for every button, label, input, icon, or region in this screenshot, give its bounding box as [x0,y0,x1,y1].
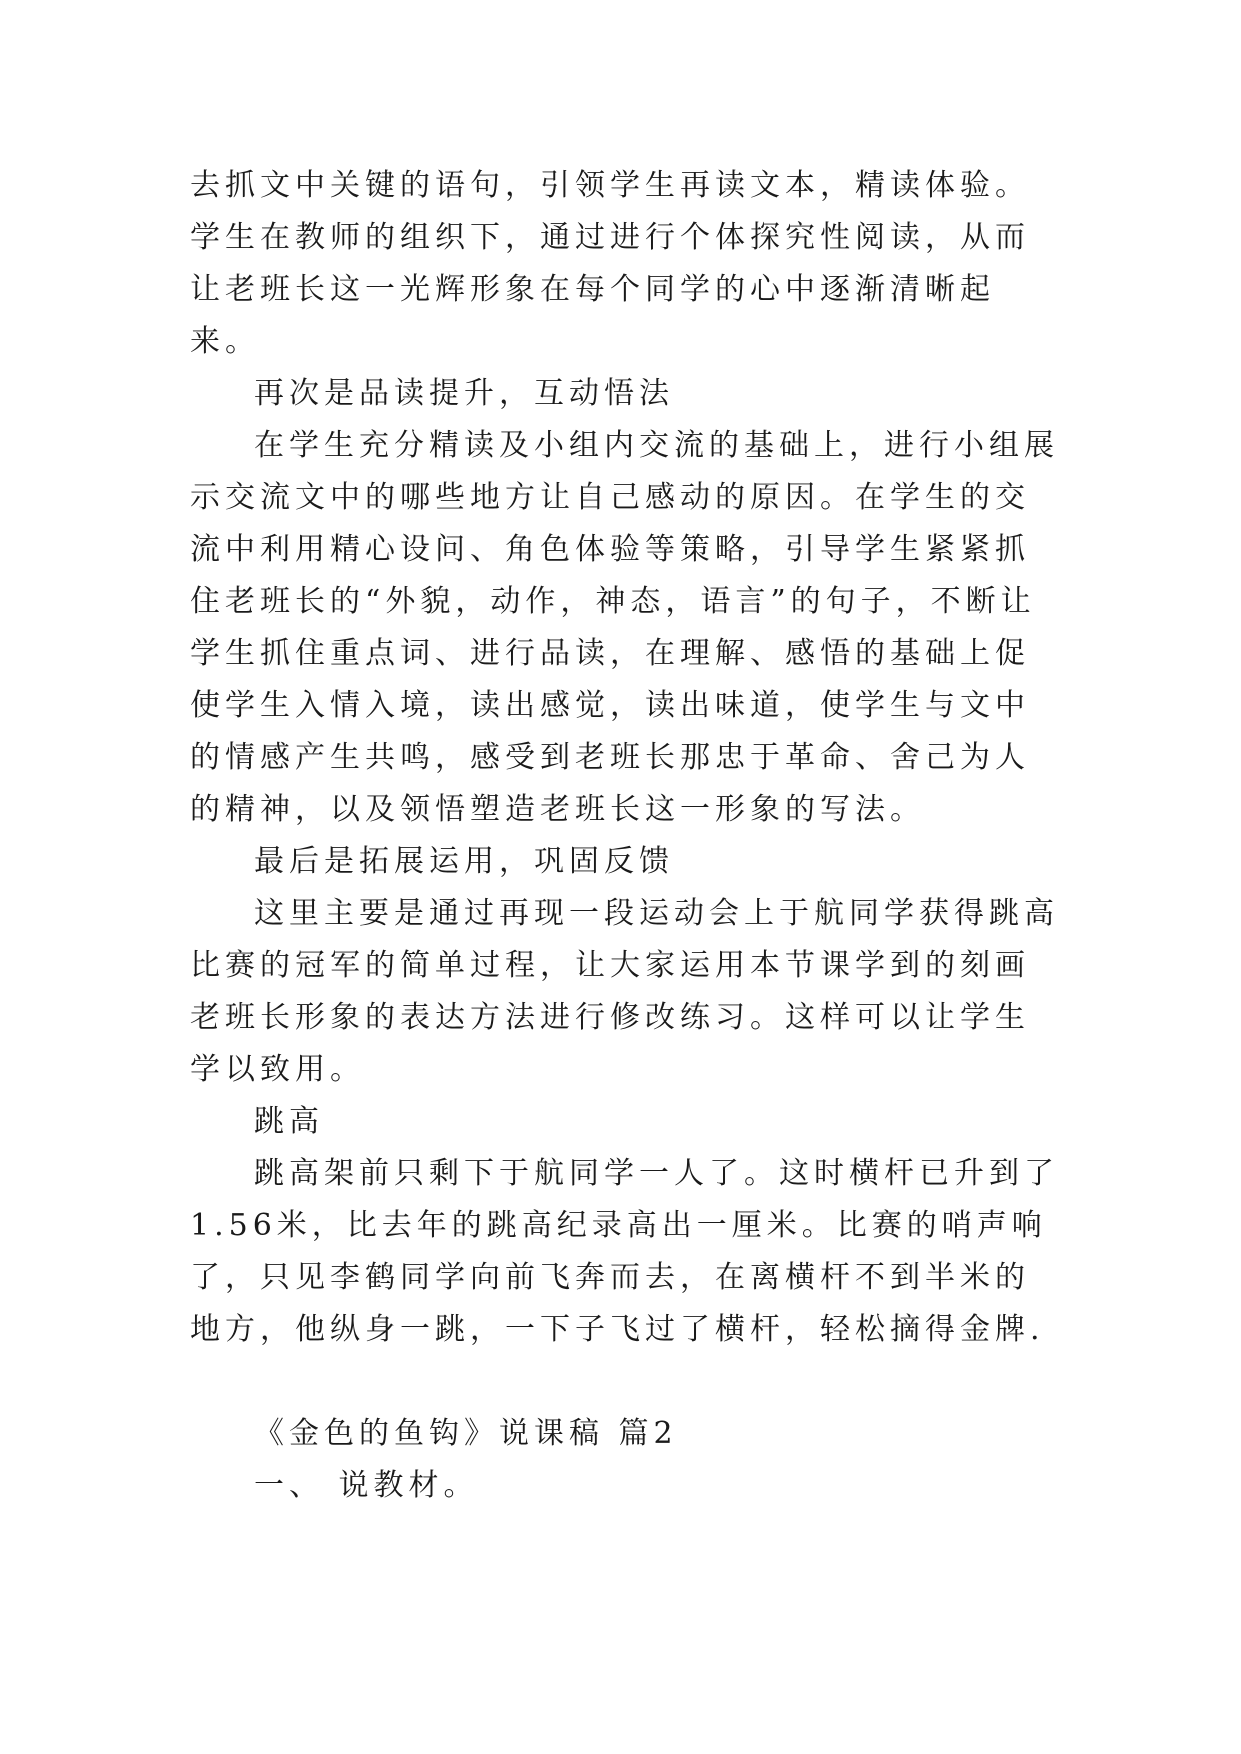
section-heading-pindu: 再次是品读提升，互动悟法 [254,376,674,411]
section-heading-tuozhan: 最后是拓展运用，巩固反馈 [254,844,674,879]
example-paragraph: 跳高架前只剩下于航同学一人了。这时横杆已升到了1.56米，比去年的跳高纪录高出一厘米。比赛的哨声响了，只见李鹤同学向前飞奔而去，在离横杆不到半米的地方，他纵身一跳，一下子飞过了横杆，轻松摘得金牌. [190,1156,1059,1347]
paragraph-tuozhan: 这里主要是通过再现一段运动会上于航同学获得跳高比赛的冠军的简单过程，让大家运用本节课学到的刻画老班长形象的表达方法进行修改练习。这样可以让学生学以致用。 [190,896,1059,1087]
article-title: 《金色的鱼钩》说课稿 篇2 [254,1416,678,1451]
section-heading-jiaocai: 一、 说教材。 [254,1468,479,1503]
example-title: 跳高 [254,1104,324,1139]
paragraph-pindu: 在学生充分精读及小组内交流的基础上，进行小组展示交流文中的哪些地方让自己感动的原因。在学生的交流中利用精心设问、角色体验等策略，引导学生紧紧抓住老班长的“外貌，动作，神态，语言”的句子，不断让学生抓住重点词、进行品读，在理解、感悟的基础上促使学生入情入境，读出感觉，读出味道，使学生与文中的情感产生共鸣，感受到老班长那忠于革命、舍己为人的精神，以及领悟塑造老班长这一形象的写法。 [190,428,1059,827]
blank-line [190,1356,1060,1408]
document-page [190,160,1060,1512]
paragraph-continuation: 去抓文中关键的语句，引领学生再读文本，精读体验。学生在教师的组织下，通过进行个体探究性阅读，从而让老班长这一光辉形象在每个同学的心中逐渐清晰起来。 [190,168,1030,359]
